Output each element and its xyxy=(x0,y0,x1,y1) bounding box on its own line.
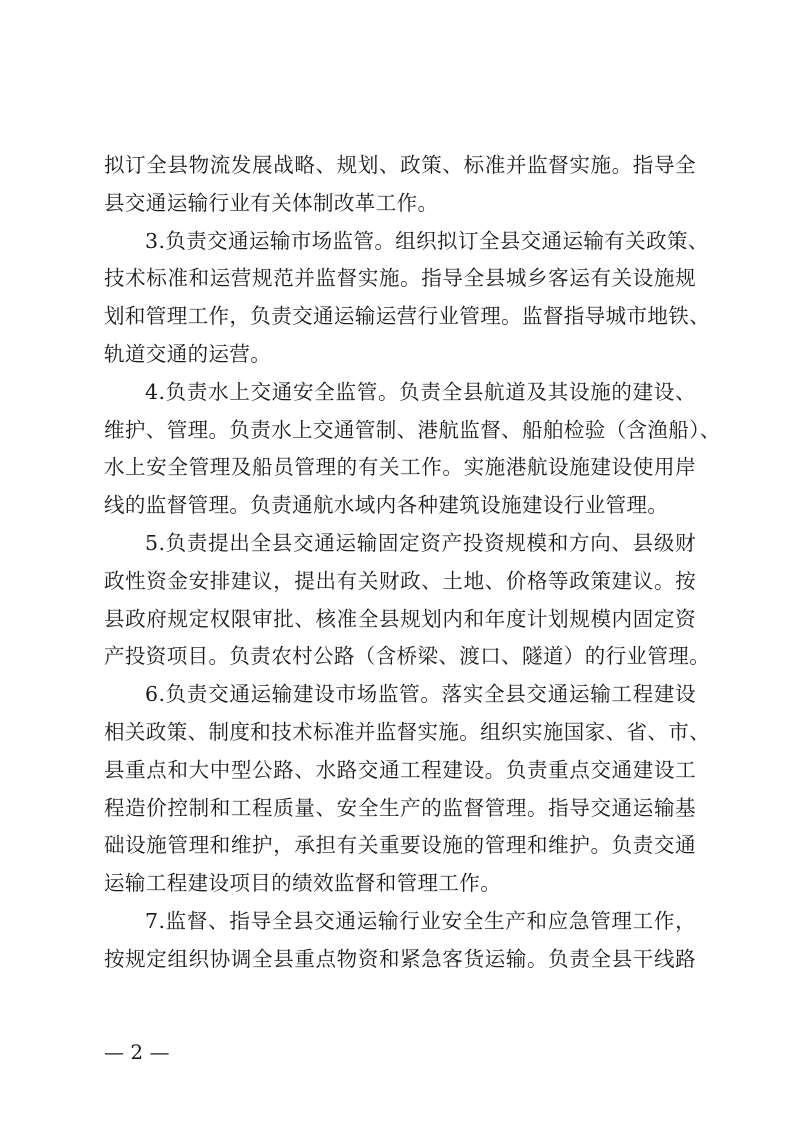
text-line: 程造价控制和工程质量、安全生产的监督管理。指导交通运输基 xyxy=(104,795,696,820)
text-line: 5.负责提出全县交通运输固定资产投资规模和方向、县级财 xyxy=(145,530,696,555)
text-line: 县交通运输行业有关体制改革工作。 xyxy=(104,190,439,215)
text-line: 拟订全县物流发展战略、规划、政策、标准并监督实施。指导全 xyxy=(104,153,696,177)
text-line: 3.负责交通运输市场监管。组织拟订全县交通运输有关政策、 xyxy=(145,228,709,253)
text-line: 县政府规定权限审批、核准全县规划内和年度计划规模内固定资 xyxy=(104,606,696,631)
text-line: 7.监督、指导全县交通运输行业安全生产和应急管理工作， xyxy=(145,908,696,933)
text-line: 县重点和大中型公路、水路交通工程建设。负责重点交通建设工 xyxy=(104,757,696,782)
text-line: 划和管理工作，负责交通运输运营行业管理。监督指导城市地铁、 xyxy=(104,304,711,329)
text-line: 水上安全管理及船员管理的有关工作。实施港航设施建设使用岸 xyxy=(104,455,696,480)
text-line: 按规定组织协调全县重点物资和紧急客货运输。负责全县干线路 xyxy=(104,946,696,971)
text-line: 线的监督管理。负责通航水域内各种建筑设施建设行业管理。 xyxy=(104,493,669,518)
text-line: 相关政策、制度和技术标准并监督实施。组织实施国家、省、市、 xyxy=(104,719,711,744)
text-line: 政性资金安排建议，提出有关财政、土地、价格等政策建议。按 xyxy=(104,568,696,593)
text-line: 轨道交通的运营。 xyxy=(104,341,272,366)
text-line: 技术标准和运营规范并监督实施。指导全县城乡客运有关设施规 xyxy=(104,266,696,291)
text-line: 维护、管理。负责水上交通管制、港航监督、船舶检验（含渔船）、 xyxy=(104,417,721,442)
body-text xyxy=(104,147,721,979)
text-line: 6.负责交通运输建设市场监管。落实全县交通运输工程建设 xyxy=(145,682,696,707)
page-number: — 2 — xyxy=(104,1040,170,1064)
text-line: 运输工程建设项目的绩效监督和管理工作。 xyxy=(104,871,502,896)
text-line: 础设施管理和维护，承担有关重要设施的管理和维护。负责交通 xyxy=(104,833,696,858)
text-line: 4.负责水上交通安全监管。负责全县航道及其设施的建设、 xyxy=(145,379,696,404)
text-line: 产投资项目。负责农村公路（含桥梁、渡口、隧道）的行业管理。 xyxy=(104,644,711,669)
